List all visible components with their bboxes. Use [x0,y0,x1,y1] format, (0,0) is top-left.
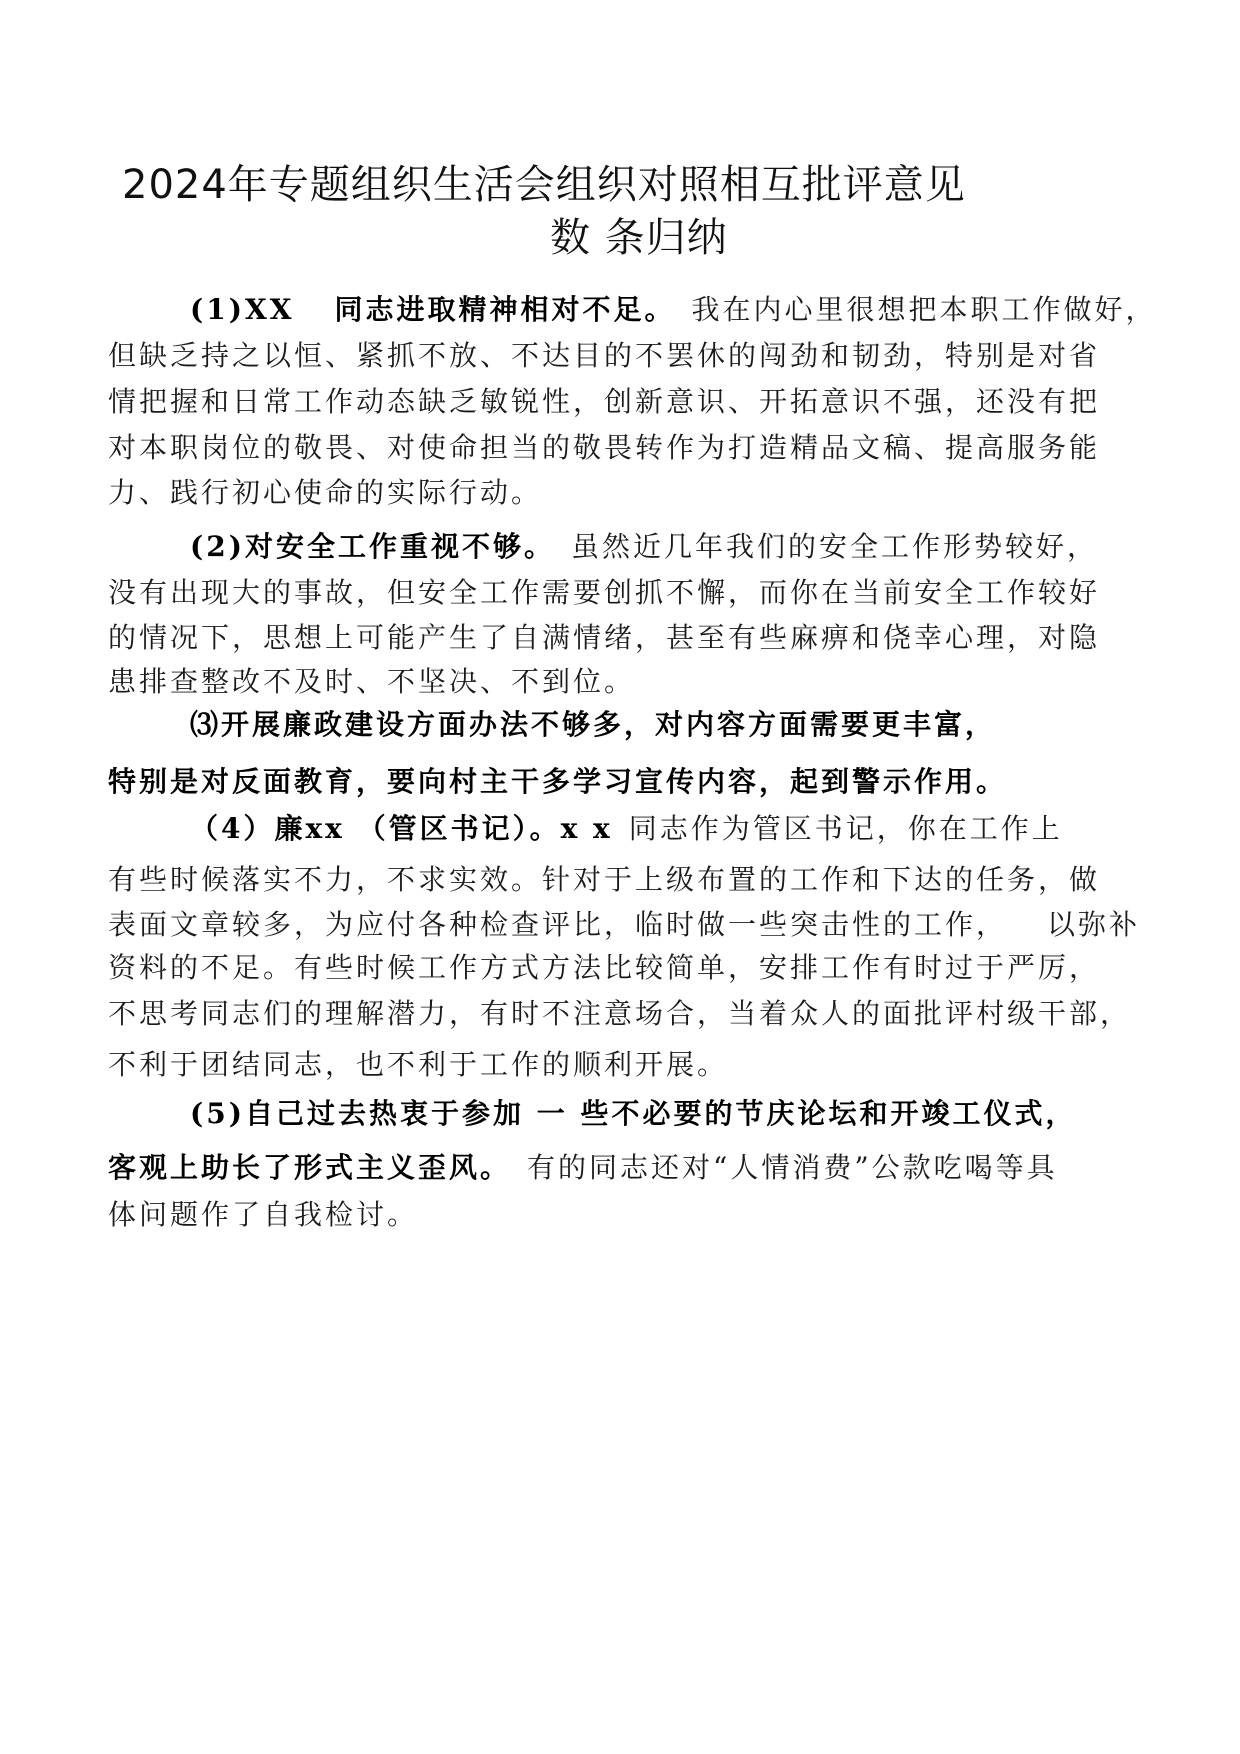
item-5-text: 有的同志还对“人情消费”公款吃喝等具 [527,1151,1058,1184]
item-5-line-1: (5)自己过去热衷于参加 一 些不必要的节庆论坛和开竣工仪式， [190,1097,1077,1130]
item-4-line-4: 资料的不足。有些时候工作方式方法比较简单，安排工作有时过于严厉， [108,951,1101,984]
item-4-line-1 [190,811,1063,847]
item-1-line-1 [190,292,1156,328]
item-1-heading: 同志进取精神相对不足。 [334,293,676,326]
item-2-line-4: 患排查整改不及时、不坚决、不到位。 [108,665,636,698]
item-1-line-2: 但缺乏持之以恒、紧抓不放、不达目的不罢休的闯劲和韧劲，特别是对省 [108,339,1101,372]
item-3-line-2: 特别是对反面教育，要向村主干多学习宣传内容，起到警示作用。 [108,765,1008,798]
item-4-line-3-text: 表面文章较多，为应付各种检查评比，临时做一些突击性的工作， [108,908,1008,941]
item-1-line-5: 力、践行初心使命的实际行动。 [108,476,543,509]
item-1-line-4: 对本职岗位的敬畏、对使命担当的敬畏转作为打造精品文稿、提高服务能 [108,431,1101,464]
item-4-line-6: 不利于团结同志，也不利于工作的顺利开展。 [108,1048,729,1081]
item-2-heading: (2)对安全工作重视不够。 [190,530,555,563]
item-4-line-3 [108,907,1140,943]
item-2-line-3: 的情况下，思想上可能产生了自满情绪，甚至有些麻痹和侥幸心理，对隐 [108,621,1101,654]
item-5-line-2 [108,1150,1058,1186]
item-2-text: 虽然近几年我们的安全工作形势较好， [570,530,1098,563]
document-title-line-1: 2024年专题组织生活会组织对照相互批评意见 [122,162,966,208]
item-4-text: 同志作为管区书记，你在工作上 [628,812,1063,845]
item-4-line-5: 不思考同志们的理解潜力，有时不注意场合，当着众人的面批评村级干部， [108,997,1132,1030]
item-5-heading: 客观上助长了形式主义歪风。 [108,1151,512,1184]
item-4-line-2: 有些时候落实不力，不求实效。针对于上级布置的工作和下达的任务，做 [108,863,1101,896]
item-4-line-3-tail: 以弥补 [1047,908,1141,941]
item-1-lead: (1)XX [190,293,295,326]
item-2-line-2: 没有出现大的事故，但安全工作需要创抓不懈，而你在当前安全工作较好 [108,576,1101,609]
item-4-heading: （4）廉xx （管区书记）。x x [190,812,613,845]
item-2-line-1 [190,529,1098,565]
item-1-line-3: 情把握和日常工作动态缺乏敏锐性，创新意识、开拓意识不强，还没有把 [108,385,1101,418]
item-5-line-3: 体问题作了自我检讨。 [108,1198,419,1231]
item-3-line-1: ⑶开展廉政建设方面办法不够多，对内容方面需要更丰富， [190,708,997,741]
document-title-line-2: 数 条归纳 [550,215,728,261]
item-1-text: 我在内心里很想把本职工作做好， [691,293,1157,326]
